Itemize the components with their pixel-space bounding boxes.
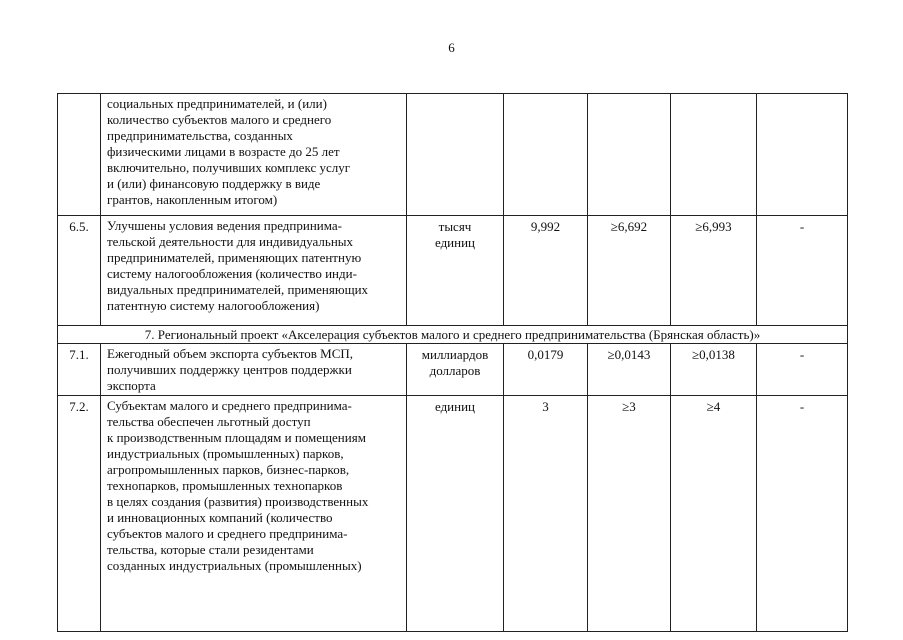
value-cell <box>504 94 588 216</box>
unit-cell: миллиардов долларов <box>407 344 504 396</box>
unit-cell: тысяч единиц <box>407 216 504 326</box>
indicator-name-cell: Ежегодный объем экспорта субъектов МСП, получивших поддержку центров поддержки экспорта <box>101 344 407 396</box>
table-row <box>58 396 848 632</box>
value-base: 3 <box>504 396 588 632</box>
row-number: 7.2. <box>58 396 101 632</box>
unit-cell: единиц <box>407 396 504 632</box>
section-row <box>58 326 848 344</box>
value-year-3: - <box>757 216 848 326</box>
indicator-name-cell: Субъектам малого и среднего предпринима- тельства обеспечен льготный доступ к производственным площадям и помещениям индустриальных (промышленных) парков, агропромышленных парков, бизнес-парков, технопарков, промышленных технопарков в целях создания (развития) производственных и инновационных компаний (количество субъектов малого и среднего предпринима- тельства, которые стали резидентами созданных индустриальных (промышленных) <box>101 396 407 632</box>
value-year-3: - <box>757 396 848 632</box>
value-year-2: ≥4 <box>671 396 757 632</box>
table-row <box>58 216 848 326</box>
page-number: 6 <box>448 40 455 55</box>
value-cell <box>588 94 671 216</box>
value-year-2: ≥0,0138 <box>671 344 757 396</box>
table-row <box>58 344 848 396</box>
indicators-table <box>57 93 848 632</box>
value-base: 9,992 <box>504 216 588 326</box>
row-number: 6.5. <box>58 216 101 326</box>
value-year-2: ≥6,993 <box>671 216 757 326</box>
value-cell <box>671 94 757 216</box>
indicator-name-cell: Улучшены условия ведения предпринима- тельской деятельности для индивидуальных предпринимателей, применяющих патентную систему налогообложения (количество инди- видуальных предпринимателей, применяющих патентную систему налогообложения) <box>101 216 407 326</box>
value-year-1: ≥3 <box>588 396 671 632</box>
value-year-1: ≥6,692 <box>588 216 671 326</box>
row-number-cell <box>58 94 101 216</box>
indicator-name-cell: социальных предпринимателей, и (или) количество субъектов малого и среднего предпринимательства, созданных физическими лицами в возрасте до 25 лет включительно, получивших комплекс услуг и (или) финансовую поддержку в виде грантов, накопленным итогом) <box>101 94 407 216</box>
table-row <box>58 94 848 216</box>
unit-cell <box>407 94 504 216</box>
section-title: 7. Региональный проект «Акселерация субъектов малого и среднего предпринимательства (Брянская область)» <box>58 326 848 344</box>
row-number: 7.1. <box>58 344 101 396</box>
value-year-3: - <box>757 344 848 396</box>
value-base: 0,0179 <box>504 344 588 396</box>
value-cell <box>757 94 848 216</box>
value-year-1: ≥0,0143 <box>588 344 671 396</box>
